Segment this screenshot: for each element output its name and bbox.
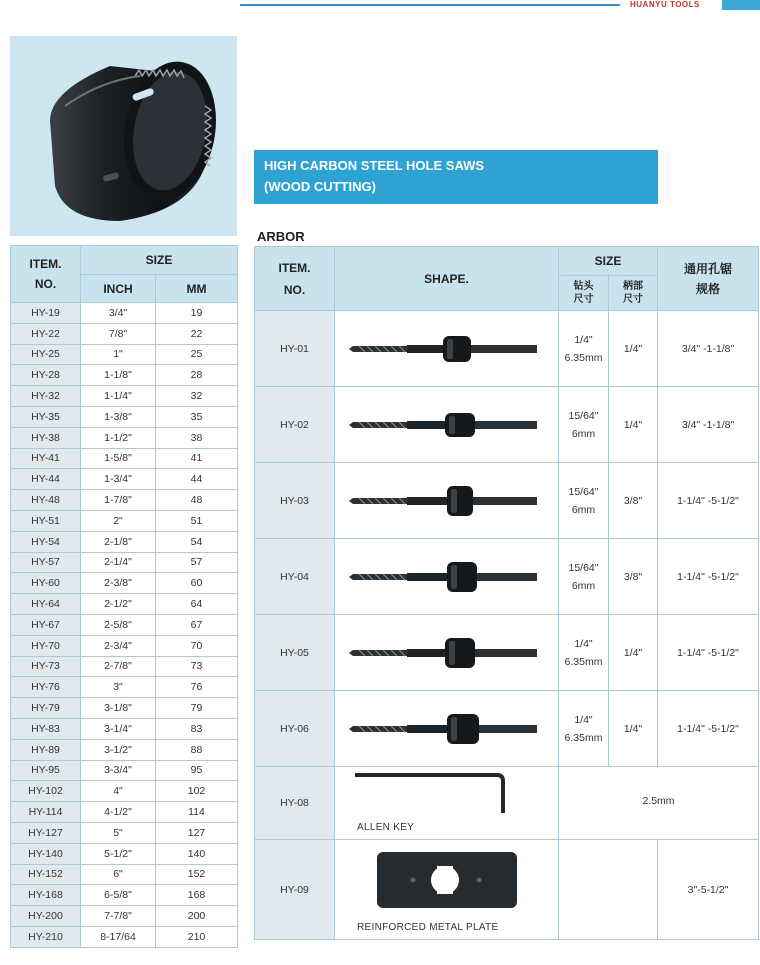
- corner-accent: [722, 0, 760, 10]
- mm-cell: 102: [156, 781, 238, 802]
- inch-cell: 2-7/8": [81, 656, 156, 677]
- inch-cell: 3": [81, 677, 156, 698]
- item-cell: HY-95: [11, 760, 81, 781]
- mm-cell: 73: [156, 656, 238, 677]
- item-cell: HY-22: [11, 323, 81, 344]
- table-row: [11, 781, 238, 802]
- table-row: [11, 510, 238, 531]
- shank-size-cell: 1/4": [609, 387, 658, 463]
- arbor-drill-icon: [335, 557, 558, 597]
- mm-cell: 83: [156, 718, 238, 739]
- table-row: [11, 802, 238, 823]
- top-rule: [240, 4, 620, 6]
- table-row: [11, 490, 238, 511]
- inch-cell: 1": [81, 344, 156, 365]
- drill-size-cell: 1/4" 6.35mm: [559, 311, 609, 387]
- drill-size-cell: 15/64" 6mm: [559, 463, 609, 539]
- mm-cell: 79: [156, 698, 238, 719]
- table-row: [255, 387, 759, 463]
- table-row: [11, 635, 238, 656]
- item-cell: HY-32: [11, 386, 81, 407]
- plate-label: REINFORCED METAL PLATE: [357, 922, 499, 933]
- shank-size-cell: 3/8": [609, 539, 658, 615]
- inch-cell: 8-17/64: [81, 926, 156, 947]
- arbor-drill-icon: [335, 481, 558, 521]
- item-cell: HY-67: [11, 614, 81, 635]
- item-cell: HY-127: [11, 822, 81, 843]
- brand-name: HUANYU TOOLS: [630, 0, 700, 9]
- inch-cell: 3-1/4": [81, 718, 156, 739]
- table-row: [11, 448, 238, 469]
- arbor-drill-icon: [335, 329, 558, 369]
- mm-cell: 51: [156, 510, 238, 531]
- arbor-col-size-header: SIZE: [559, 247, 658, 276]
- item-cell: HY-79: [11, 698, 81, 719]
- item-cell: HY-28: [11, 365, 81, 386]
- hole-saw-icon: [10, 36, 237, 236]
- item-cell: HY-89: [11, 739, 81, 760]
- item-cell: HY-19: [11, 303, 81, 324]
- shape-cell: [335, 615, 559, 691]
- metal-plate-icon: [335, 848, 558, 912]
- inch-cell: 6-5/8": [81, 885, 156, 906]
- mm-cell: 48: [156, 490, 238, 511]
- fit-size-cell: 3/4" -1-1/8": [658, 387, 759, 463]
- inch-cell: 7/8": [81, 323, 156, 344]
- table-row: [255, 840, 759, 940]
- inch-cell: 2-5/8": [81, 614, 156, 635]
- col-inch-header: INCH: [81, 275, 156, 303]
- item-cell: HY-02: [255, 387, 335, 463]
- shape-cell: [335, 767, 559, 840]
- mm-cell: 168: [156, 885, 238, 906]
- shape-cell: [335, 539, 559, 615]
- inch-cell: 2-3/4": [81, 635, 156, 656]
- item-cell: HY-64: [11, 594, 81, 615]
- mm-cell: 35: [156, 406, 238, 427]
- mm-cell: 140: [156, 843, 238, 864]
- item-cell: HY-57: [11, 552, 81, 573]
- table-row: [11, 739, 238, 760]
- shape-cell: [335, 463, 559, 539]
- drill-size-cell: 15/64" 6mm: [559, 387, 609, 463]
- item-cell: HY-168: [11, 885, 81, 906]
- inch-cell: 3-1/2": [81, 739, 156, 760]
- table-row: [11, 386, 238, 407]
- arbor-col-shape-header: SHAPE.: [335, 247, 559, 311]
- inch-cell: 2": [81, 510, 156, 531]
- table-row: [11, 656, 238, 677]
- mm-cell: 95: [156, 760, 238, 781]
- arbor-drill-icon: [335, 405, 558, 445]
- item-cell: HY-05: [255, 615, 335, 691]
- product-banner: [254, 150, 658, 204]
- item-cell: HY-44: [11, 469, 81, 490]
- col-mm-header: MM: [156, 275, 238, 303]
- inch-cell: 4-1/2": [81, 802, 156, 823]
- item-cell: HY-73: [11, 656, 81, 677]
- item-cell: HY-01: [255, 311, 335, 387]
- mm-cell: 76: [156, 677, 238, 698]
- item-cell: HY-03: [255, 463, 335, 539]
- item-cell: HY-41: [11, 448, 81, 469]
- table-row: [11, 906, 238, 927]
- mm-cell: 57: [156, 552, 238, 573]
- hole-saw-photo: [10, 36, 237, 236]
- table-row: [11, 718, 238, 739]
- item-cell: HY-76: [11, 677, 81, 698]
- hole-saw-size-table: [10, 245, 238, 948]
- arbor-col-drill-header: 钻头 尺寸: [559, 276, 609, 311]
- table-row: [11, 594, 238, 615]
- allen-key-label: ALLEN KEY: [357, 822, 415, 833]
- table-row: [255, 691, 759, 767]
- inch-cell: 2-3/8": [81, 573, 156, 594]
- item-cell: HY-51: [11, 510, 81, 531]
- table-row: [11, 406, 238, 427]
- inch-cell: 1-3/4": [81, 469, 156, 490]
- table-row: [11, 926, 238, 947]
- table-row: [11, 843, 238, 864]
- item-cell: HY-102: [11, 781, 81, 802]
- arbor-drill-icon: [335, 633, 558, 673]
- mm-cell: 32: [156, 386, 238, 407]
- inch-cell: 1-7/8": [81, 490, 156, 511]
- table-row: [11, 822, 238, 843]
- arbor-col-shank-header: 柄部 尺寸: [609, 276, 658, 311]
- mm-cell: 28: [156, 365, 238, 386]
- table-row: [11, 573, 238, 594]
- mm-cell: 114: [156, 802, 238, 823]
- item-cell: HY-08: [255, 767, 335, 840]
- table-row: [11, 344, 238, 365]
- item-cell: HY-38: [11, 427, 81, 448]
- shank-size-cell: 1/4": [609, 615, 658, 691]
- table-row: [11, 885, 238, 906]
- plate-size-cell: [559, 840, 658, 940]
- fit-size-cell: 1-1/4" -5-1/2": [658, 615, 759, 691]
- inch-cell: 3-3/4": [81, 760, 156, 781]
- inch-cell: 3-1/8": [81, 698, 156, 719]
- mm-cell: 60: [156, 573, 238, 594]
- fit-size-cell: 1-1/4" -5-1/2": [658, 691, 759, 767]
- arbor-table: [254, 246, 759, 940]
- item-cell: HY-70: [11, 635, 81, 656]
- inch-cell: 2-1/8": [81, 531, 156, 552]
- fit-size-cell: 3/4" -1-1/8": [658, 311, 759, 387]
- mm-cell: 127: [156, 822, 238, 843]
- inch-cell: 5": [81, 822, 156, 843]
- drill-size-cell: 1/4" 6.35mm: [559, 691, 609, 767]
- table-row: [11, 698, 238, 719]
- mm-cell: 67: [156, 614, 238, 635]
- banner-title: HIGH CARBON STEEL HOLE SAWS: [264, 158, 485, 173]
- inch-cell: 4": [81, 781, 156, 802]
- mm-cell: 41: [156, 448, 238, 469]
- table-row: [11, 303, 238, 324]
- table-row: [255, 311, 759, 387]
- shape-cell: [335, 387, 559, 463]
- inch-cell: 5-1/2": [81, 843, 156, 864]
- mm-cell: 54: [156, 531, 238, 552]
- mm-cell: 70: [156, 635, 238, 656]
- mm-cell: 25: [156, 344, 238, 365]
- mm-cell: 38: [156, 427, 238, 448]
- mm-cell: 19: [156, 303, 238, 324]
- table-row: [11, 760, 238, 781]
- inch-cell: 2-1/2": [81, 594, 156, 615]
- arbor-drill-icon: [335, 709, 558, 749]
- item-cell: HY-83: [11, 718, 81, 739]
- banner-subtitle: (WOOD CUTTING): [264, 179, 376, 194]
- item-cell: HY-200: [11, 906, 81, 927]
- inch-cell: 1-5/8": [81, 448, 156, 469]
- table-row: [11, 677, 238, 698]
- inch-cell: 1-1/8": [81, 365, 156, 386]
- table-row: [11, 552, 238, 573]
- mm-cell: 200: [156, 906, 238, 927]
- shape-cell: [335, 691, 559, 767]
- table-row: [11, 323, 238, 344]
- mm-cell: 88: [156, 739, 238, 760]
- table-row: [255, 615, 759, 691]
- mm-cell: 210: [156, 926, 238, 947]
- table-row: [255, 767, 759, 840]
- inch-cell: 3/4": [81, 303, 156, 324]
- col-item-header: ITEM. NO.: [11, 246, 81, 303]
- fit-size-cell: 3"-5-1/2": [658, 840, 759, 940]
- inch-cell: 1-1/2": [81, 427, 156, 448]
- fit-size-cell: 1-1/4" -5-1/2": [658, 539, 759, 615]
- table-row: [255, 463, 759, 539]
- inch-cell: 2-1/4": [81, 552, 156, 573]
- table-row: [11, 614, 238, 635]
- col-size-header: SIZE: [81, 246, 238, 275]
- mm-cell: 44: [156, 469, 238, 490]
- item-cell: HY-114: [11, 802, 81, 823]
- drill-size-cell: 1/4" 6.35mm: [559, 615, 609, 691]
- inch-cell: 1-1/4": [81, 386, 156, 407]
- item-cell: HY-210: [11, 926, 81, 947]
- shape-cell: [335, 311, 559, 387]
- item-cell: HY-152: [11, 864, 81, 885]
- allen-key-icon: [335, 767, 558, 817]
- inch-cell: 7-7/8": [81, 906, 156, 927]
- inch-cell: 1-3/8": [81, 406, 156, 427]
- table-row: [11, 531, 238, 552]
- allen-size-cell: 2.5mm: [559, 767, 759, 840]
- item-cell: HY-140: [11, 843, 81, 864]
- shank-size-cell: 1/4": [609, 691, 658, 767]
- inch-cell: 6": [81, 864, 156, 885]
- item-cell: HY-09: [255, 840, 335, 940]
- item-cell: HY-54: [11, 531, 81, 552]
- item-cell: HY-60: [11, 573, 81, 594]
- arbor-col-item-header: ITEM. NO.: [255, 247, 335, 311]
- table-row: [11, 365, 238, 386]
- arbor-section-title: ARBOR: [257, 229, 305, 244]
- item-cell: HY-06: [255, 691, 335, 767]
- table-row: [11, 469, 238, 490]
- drill-size-cell: 15/64" 6mm: [559, 539, 609, 615]
- shape-cell: [335, 840, 559, 940]
- fit-size-cell: 1-1/4" -5-1/2": [658, 463, 759, 539]
- item-cell: HY-25: [11, 344, 81, 365]
- item-cell: HY-48: [11, 490, 81, 511]
- item-cell: HY-04: [255, 539, 335, 615]
- table-row: [11, 427, 238, 448]
- table-row: [255, 539, 759, 615]
- table-row: [11, 864, 238, 885]
- shank-size-cell: 1/4": [609, 311, 658, 387]
- mm-cell: 22: [156, 323, 238, 344]
- shank-size-cell: 3/8": [609, 463, 658, 539]
- mm-cell: 64: [156, 594, 238, 615]
- arbor-col-fit-header: 通用孔锯 规格: [658, 247, 759, 311]
- item-cell: HY-35: [11, 406, 81, 427]
- mm-cell: 152: [156, 864, 238, 885]
